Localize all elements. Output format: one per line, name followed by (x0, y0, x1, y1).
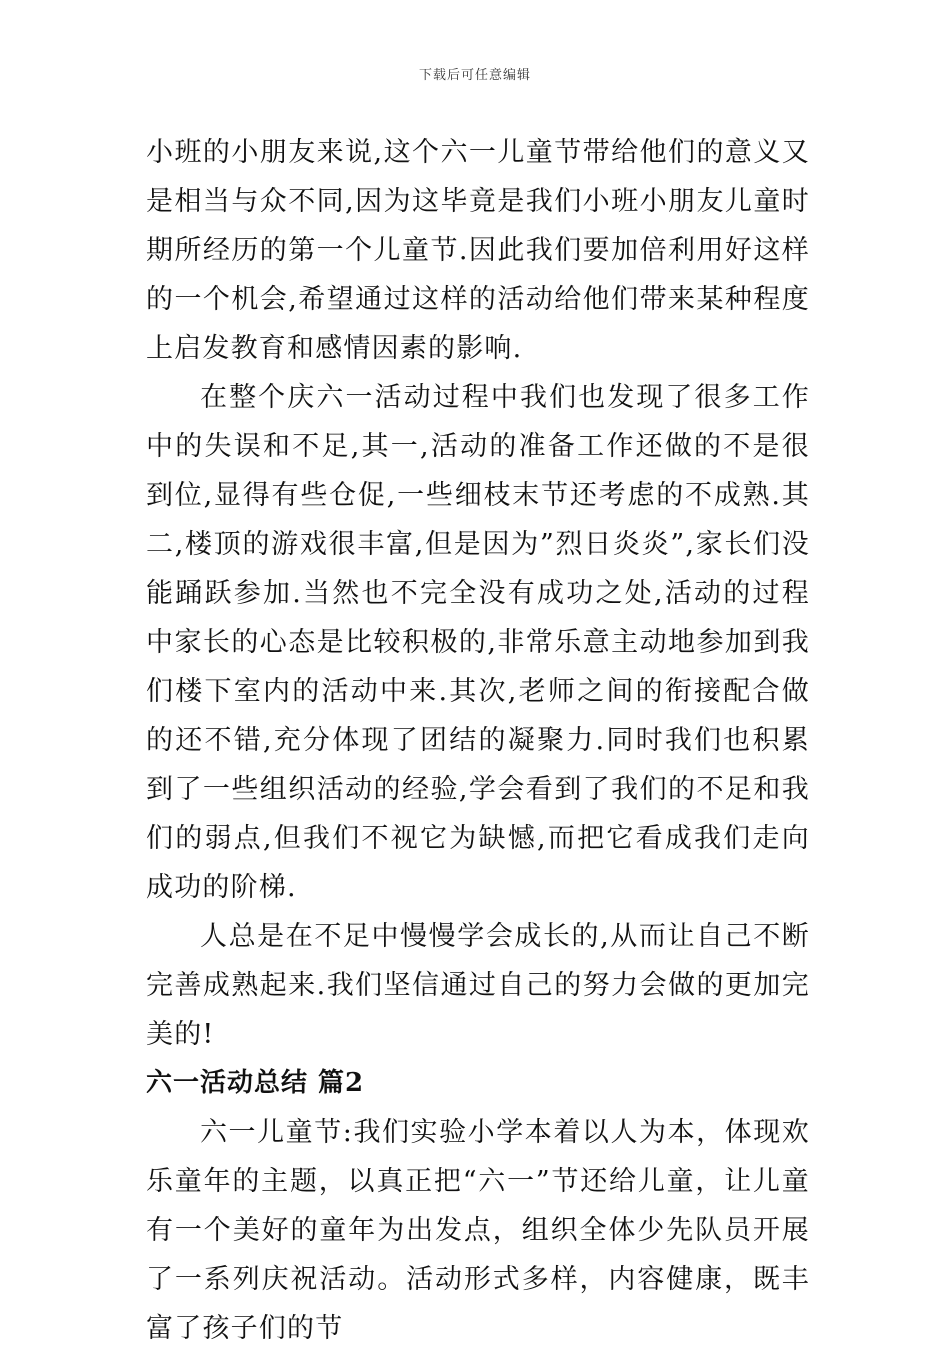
section-heading: 六一活动总结 篇2 (146, 1068, 365, 1098)
paragraph-section-2: 六一儿童节:我们实验小学本着以人为本，体现欢乐童年的主题，以真正把“六一”节还给儿童，让儿童有一个美好的童年为出发点，组织全体少先队员开展了一系列庆祝活动。活动形式多样，内容健康，既丰富了孩子们的节 (146, 1117, 810, 1344)
paragraph-conclusion: 人总是在不足中慢慢学会成长的,从而让自己不断完善成熟起来.我们坚信通过自己的努力会做的更加完美的! (146, 921, 810, 1050)
page-header-note: 下载后可任意编辑 (418, 68, 531, 83)
paragraph-shortcomings: 在整个庆六一活动过程中我们也发现了很多工作中的失误和不足,其一,活动的准备工作还做的不是很到位,显得有些仓促,一些细枝末节还考虑的不成熟.其二,楼顶的游戏很丰富,但是因为”烈日炎炎”,家长们没能踊跃参加.当然也不完全没有成功之处,活动的过程中家长的心态是比较积极的,非常乐意主动地参加到我们楼下室内的活动中来.其次,老师之间的衔接配合做的还不错,充分体现了团结的凝聚力.同时我们也积累到了一些组织活动的经验,学会看到了我们的不足和我们的弱点,但我们不视它为缺憾,而把它看成我们走向成功的阶梯. (146, 382, 810, 903)
document-body (146, 128, 810, 1353)
paragraph-continuation: 小班的小朋友来说,这个六一儿童节带给他们的意义又是相当与众不同,因为这毕竟是我们小班小朋友儿童时期所经历的第一个儿童节.因此我们要加倍利用好这样的一个机会,希望通过这样的活动给他们带来某种程度上启发教育和感情因素的影响. (146, 137, 810, 364)
